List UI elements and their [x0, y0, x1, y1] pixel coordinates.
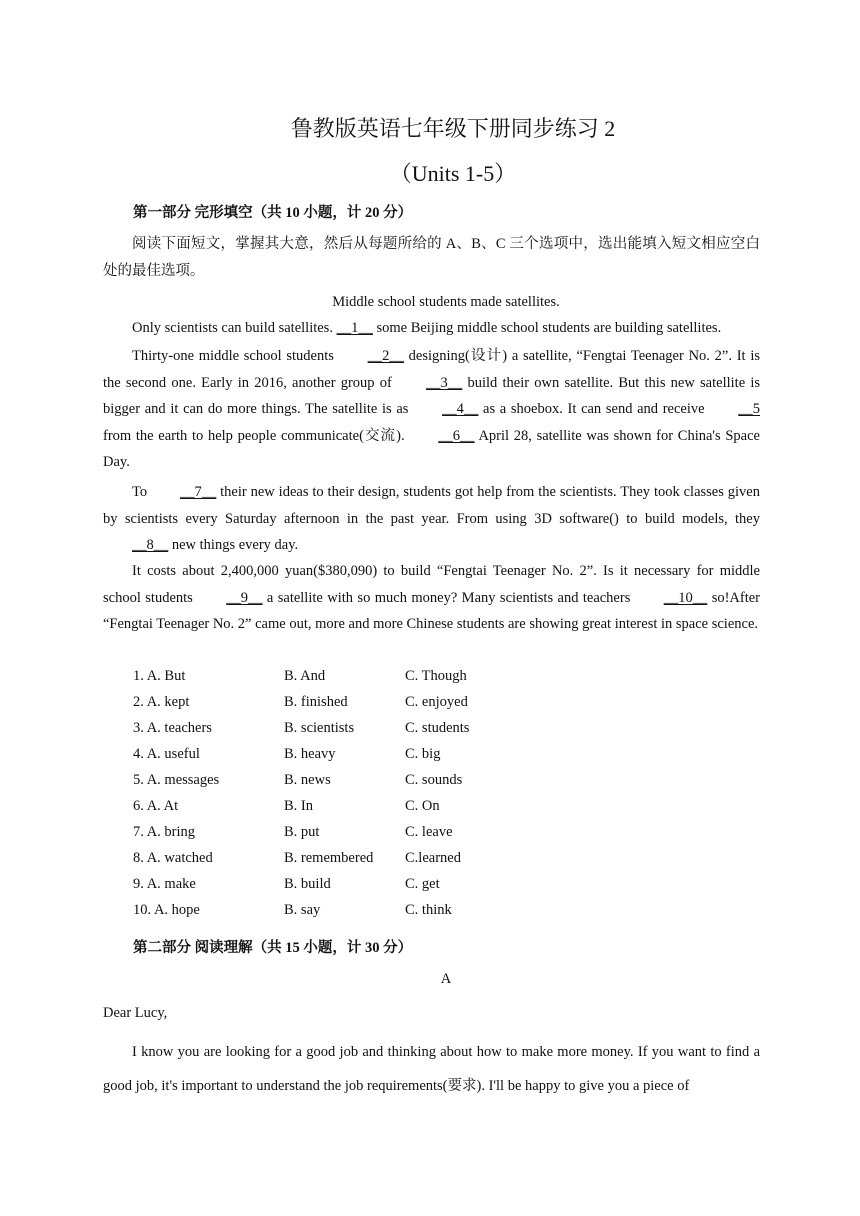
option-c: C. students: [405, 720, 470, 736]
option-b: B. put: [284, 824, 320, 840]
option-c: C. big: [405, 746, 441, 762]
text-run: their new ideas to their design, students got help from the scientists. They took classes given by scientists every Saturday afternoon in the past year. From using 3D software() to build models, they: [103, 484, 760, 527]
option-a: 6. A. At: [133, 798, 179, 814]
text-run: Only scientists can build satellites.: [132, 320, 337, 336]
option-b: B. In: [284, 798, 313, 814]
section-label-a: A: [440, 971, 452, 987]
option-a: 10. A. hope: [133, 902, 200, 918]
blank-4: __4__: [442, 401, 479, 417]
option-a: 5. A. messages: [133, 772, 220, 788]
blank-10: __10__: [663, 589, 708, 606]
option-b: B. say: [284, 902, 321, 918]
option-b: B. remembered: [284, 850, 374, 866]
option-c: C. get: [405, 876, 440, 892]
blank-8: __8__: [132, 537, 169, 553]
text-run: designing(设计) a satellite, “Fengtai Teenager No. 2”. It is the second one. Early in 2016, another group of: [103, 348, 761, 391]
option-b: B. news: [284, 772, 331, 788]
option-b: B. build: [284, 876, 331, 892]
option-c: C. Though: [405, 668, 467, 684]
blank-1: __1__: [336, 320, 373, 336]
passage-paragraph-4: [103, 558, 760, 638]
option-b: B. scientists: [284, 720, 355, 736]
blank-9: __9__: [226, 589, 263, 606]
text-run: so!After “Fengtai Teenager No. 2” came out, more and more Chinese students are showing great interest in space science.: [103, 589, 761, 632]
part2-heading: 第二部分 阅读理解（共 15 小题，计 30 分）: [133, 940, 413, 956]
option-b: B. And: [284, 668, 326, 684]
option-a: 8. A. watched: [133, 850, 213, 866]
text-run: It costs about 2,400,000 yuan($380,090) to build “Fengtai Teenager No. 2”. Is it necessary for middle school students: [103, 563, 760, 606]
text-run: To: [132, 484, 151, 500]
text-run: a satellite with so much money? Many scientists and teachers: [266, 589, 635, 606]
text-run: new things every day.: [171, 537, 299, 553]
option-a: 7. A. bring: [133, 824, 196, 840]
letter-paragraph-1: I know you are looking for a good job and thinking about how to make more money. If you want to find a good job, it's important to understand the job requirements(要求). I'll be happy to give you a piece of: [103, 1044, 760, 1094]
passage-paragraph-3: [103, 479, 760, 559]
text-run: build their own satellite. But this new satellite is bigger and it can do more things. The satellite is as: [103, 374, 761, 417]
option-a: 9. A. make: [133, 876, 196, 892]
option-c: C. On: [405, 798, 440, 814]
passage-title: Middle school students made satellites.: [332, 294, 560, 310]
option-c: C. think: [405, 902, 452, 918]
text-run: from the earth to help people communicate(交流).: [103, 427, 410, 444]
option-a: 3. A. teachers: [133, 720, 212, 736]
passage-paragraph-1: [132, 320, 721, 337]
part1-heading: 第一部分 完形填空（共 10 小题，计 20 分）: [133, 205, 413, 221]
text-run: as a shoebox. It can send and receive: [483, 401, 710, 417]
document-subtitle: （Units 1-5）: [389, 161, 517, 186]
option-c: C. sounds: [405, 772, 463, 788]
option-b: B. finished: [284, 694, 348, 710]
text-run: some Beijing middle school students are building satellites.: [376, 320, 722, 336]
option-a: 4. A. useful: [133, 746, 200, 762]
blank-7: __7__: [180, 484, 217, 500]
blank-5: __5: [738, 401, 761, 417]
blank-2: __2__: [367, 348, 404, 364]
text-run: April 28, satellite was shown for China's Space Day.: [103, 427, 760, 470]
letter-greeting: Dear Lucy,: [103, 1005, 168, 1021]
option-c: C.learned: [405, 850, 461, 866]
option-c: C. enjoyed: [405, 694, 468, 710]
option-a: 1. A. But: [133, 668, 186, 684]
document-title: 鲁教版英语七年级下册同步练习 2: [290, 116, 616, 141]
option-a: 2. A. kept: [133, 694, 190, 710]
passage-paragraph-2: [103, 343, 760, 476]
option-c: C. leave: [405, 824, 453, 840]
option-b: B. heavy: [284, 746, 336, 762]
blank-6: __6__: [438, 427, 475, 444]
part1-instruction: 阅读下面短文，掌握其大意，然后从每题所给的 A、B、C 三个选项中，选出能填入短文相应空白处的最佳选项。: [103, 236, 760, 279]
text-run: Thirty-one middle school students: [132, 348, 339, 364]
blank-3: __3__: [426, 374, 463, 391]
